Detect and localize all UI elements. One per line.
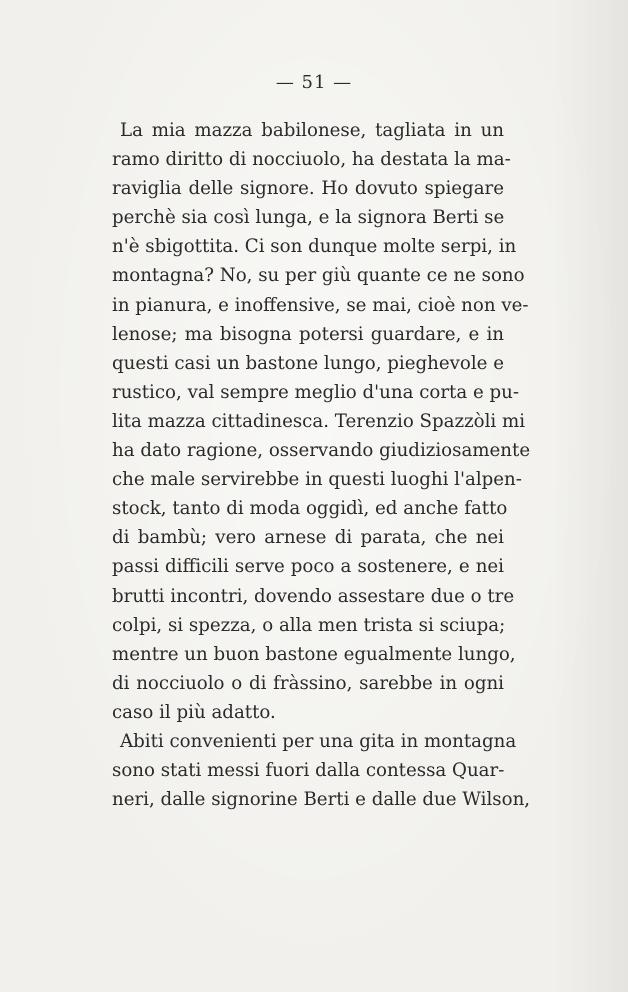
text-line: stock, tanto di moda oggidì, ed anche fatto — [112, 498, 508, 520]
text-line: n'è sbigottita. Ci son dunque molte serpi, in — [112, 236, 517, 258]
text-line: raviglia delle signore. Ho dovuto spiegare — [112, 178, 504, 200]
text-line: di nocciuolo o di fràssino, sarebbe in ogni — [112, 672, 504, 694]
text-line: in pianura, e inoffensive, se mai, cioè non ve- — [112, 294, 529, 316]
text-line: La mia mazza babilonese, tagliata in un — [120, 120, 504, 141]
body-text — [112, 116, 531, 814]
text-line: neri, dalle signorine Berti e dalle due Wilson, — [112, 789, 531, 811]
text-line: colpi, si spezza, o alla men trista si sciupa; — [112, 614, 506, 636]
paragraph-2 — [112, 727, 531, 814]
text-line: brutti incontri, dovendo assestare due o tre — [112, 585, 515, 607]
text-line: Abiti convenienti per una gita in montagna — [120, 730, 517, 752]
text-line: perchè sia così lunga, e la signora Berti se — [112, 207, 505, 229]
text-line: caso il più adatto. — [112, 701, 276, 723]
text-line: lenose; ma bisogna potersi guardare, e in — [112, 323, 504, 345]
page-number: — 51 — — [275, 72, 353, 93]
text-line: ramo diritto di nocciuolo, ha destata la ma- — [112, 149, 511, 171]
text-line: che male servirebbe in questi luoghi l'alpen- — [112, 469, 522, 491]
text-line: lita mazza cittadinesca. Terenzio Spazzòli mi — [112, 410, 526, 432]
text-line: montagna? No, su per giù quante ce ne sono — [112, 265, 525, 287]
text-line: sono stati messi fuori dalla contessa Quar- — [112, 760, 505, 782]
text-line: passi difficili serve poco a sostenere, e nei — [112, 556, 504, 578]
text-line: rustico, val sempre meglio d'una corta e pu- — [112, 381, 520, 403]
text-line: ha dato ragione, osservando giudiziosamente — [112, 440, 531, 462]
paragraph-1 — [112, 116, 531, 727]
text-line: questi casi un bastone lungo, pieghevole e — [112, 352, 504, 374]
text-line: di bambù; vero arnese di parata, che nei — [112, 527, 504, 549]
text-line: mentre un buon bastone egualmente lungo, — [112, 643, 516, 665]
